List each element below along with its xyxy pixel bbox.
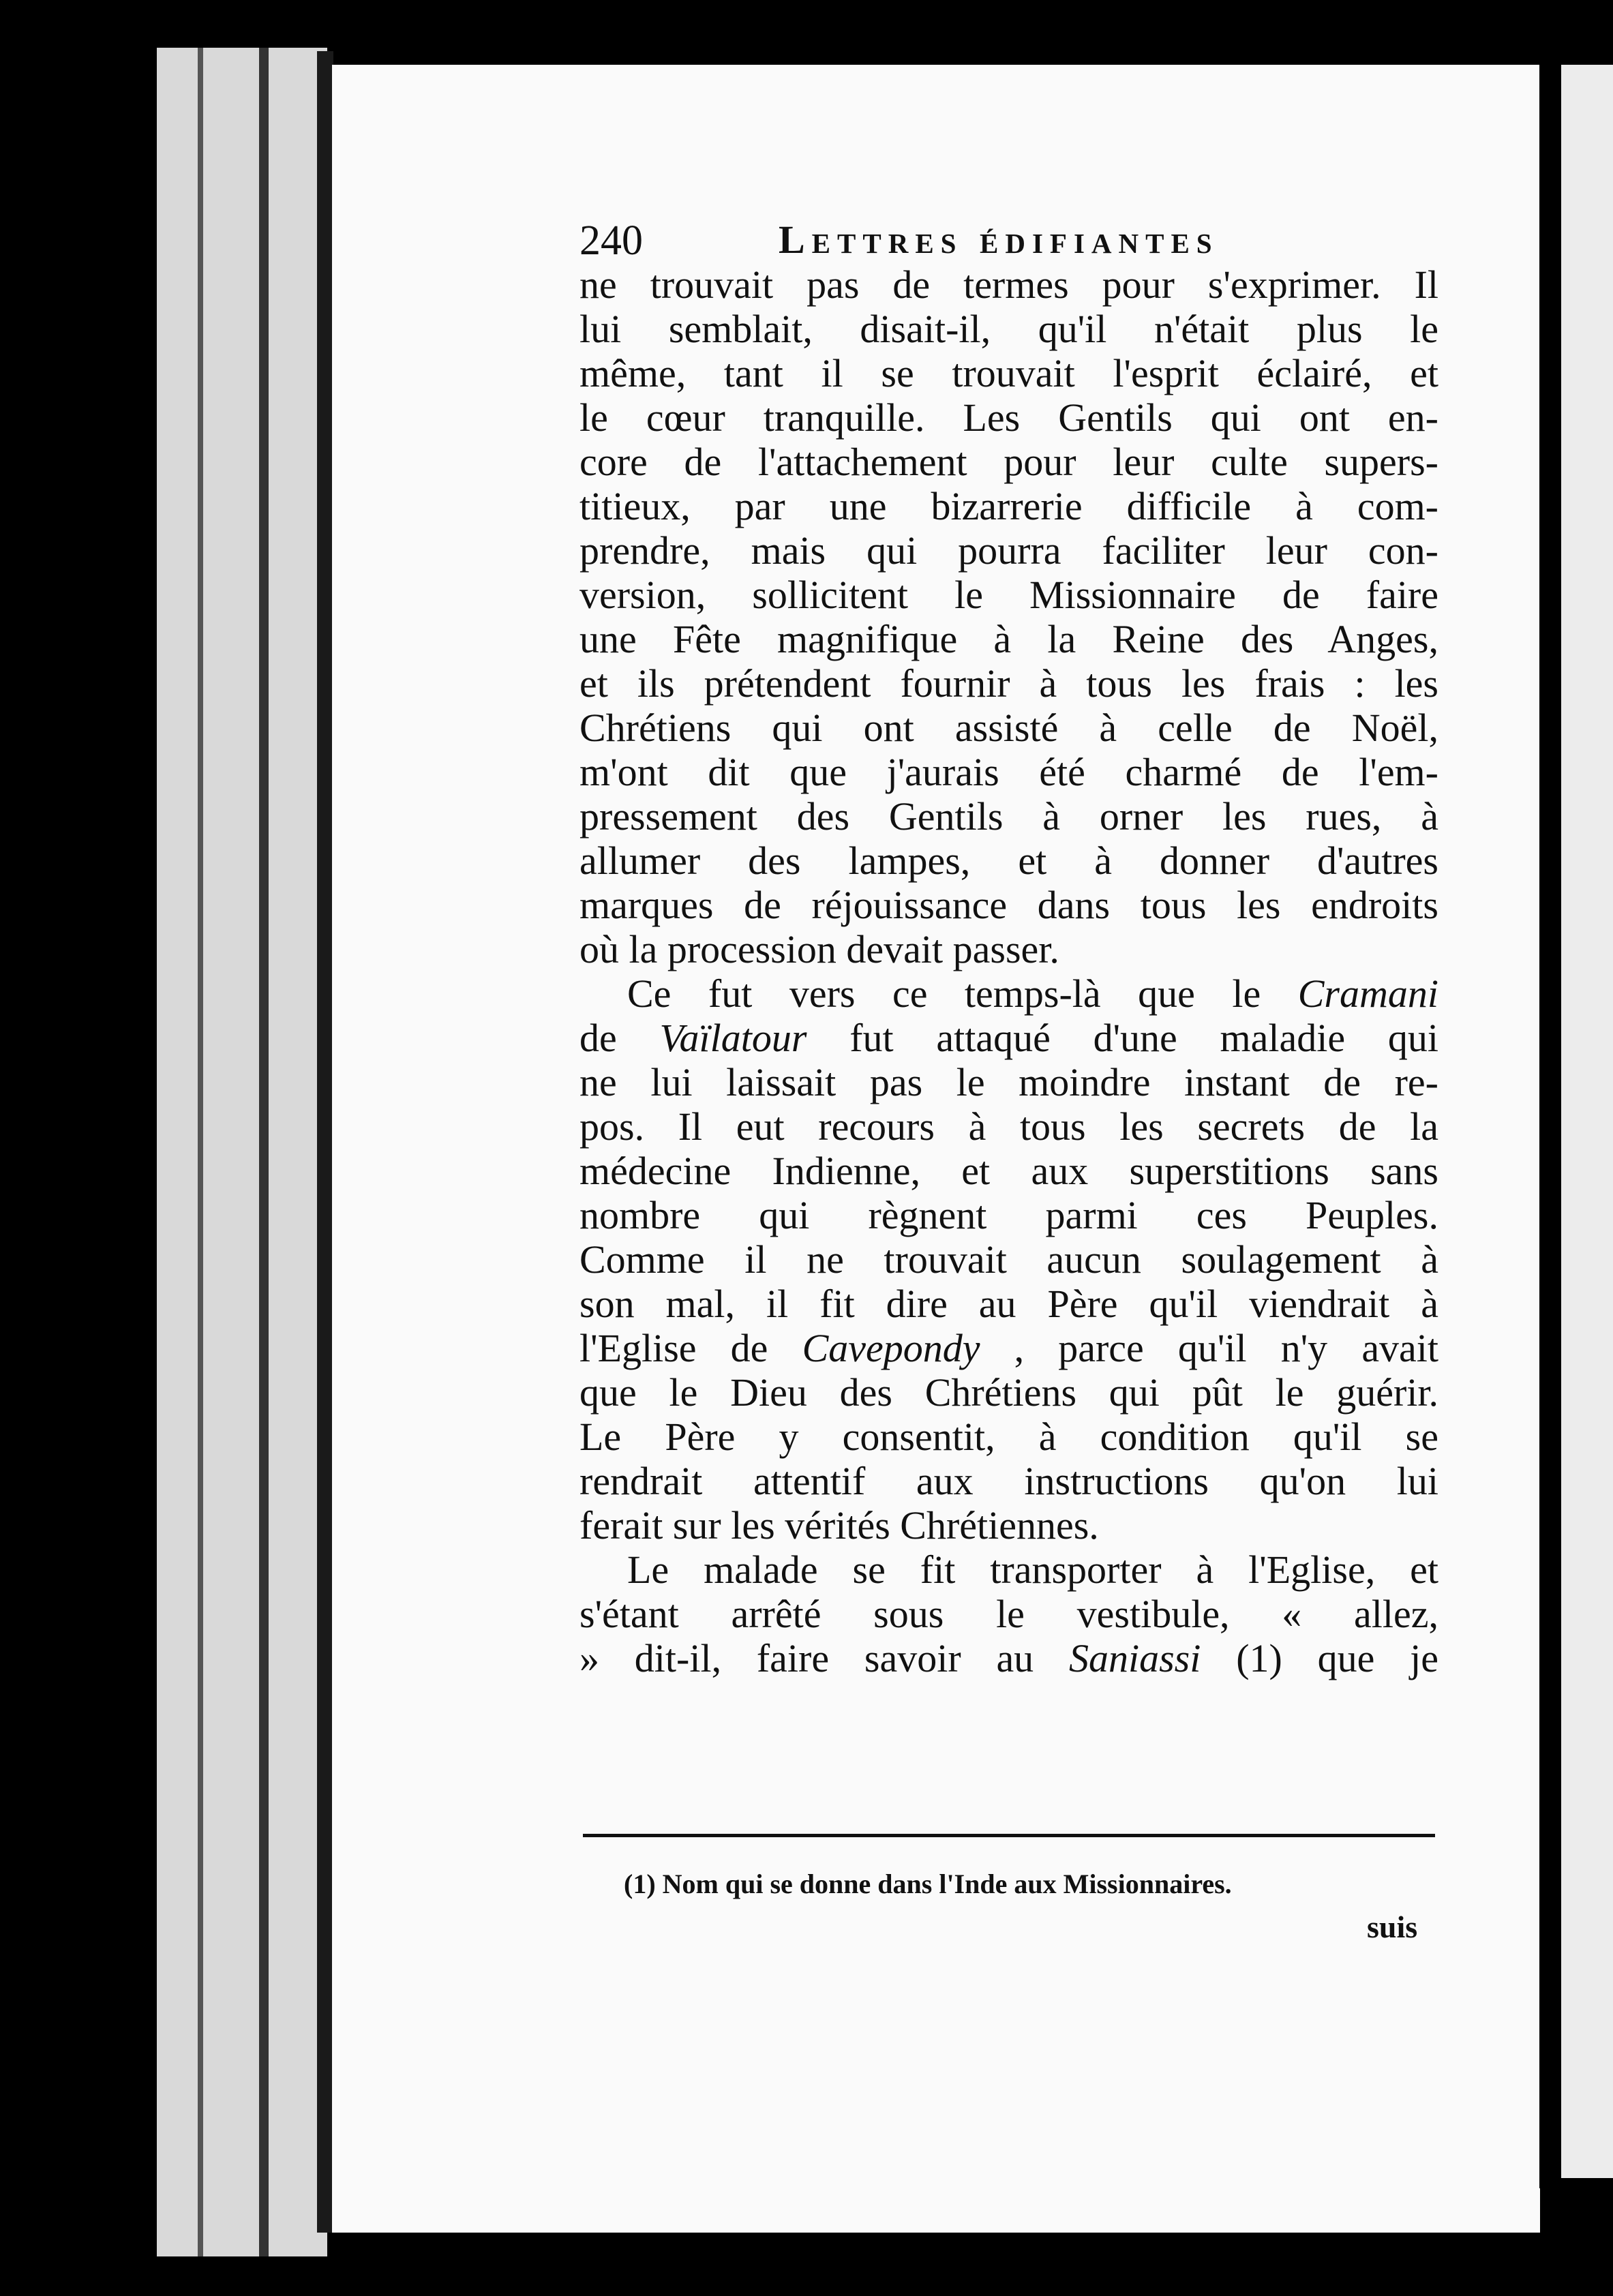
text-line: ne lui laissait pas le moindre instant de re- [579, 1060, 1438, 1104]
text-line: m'ont dit que j'aurais été charmé de l'em- [579, 750, 1438, 794]
page-shadow [1539, 61, 1561, 2188]
italic-name: Saniassi [1069, 1636, 1201, 1680]
text-line [579, 1636, 1438, 1680]
text-line: nombre qui règnent parmi ces Peuples. [579, 1193, 1438, 1237]
text-run: » dit-il, faire savoir au [579, 1636, 1034, 1680]
text-line: rendrait attentif aux instructions qu'on lui [579, 1459, 1438, 1503]
text-line: core de l'attachement pour leur culte supers- [579, 440, 1438, 484]
text-line: lui semblait, disait-il, qu'il n'était plus le [579, 307, 1438, 351]
text-line: version, sollicitent le Missionnaire de faire [579, 573, 1438, 617]
text-line: pos. Il eut recours à tous les secrets de la [579, 1104, 1438, 1149]
text-line: et ils prétendent fournir à tous les frais : les [579, 661, 1438, 706]
text-run: de [579, 1016, 617, 1060]
italic-name: Vaïlatour [659, 1016, 807, 1060]
footnote: (1) Nom qui se donne dans l'Inde aux Missionnaires. [624, 1869, 1232, 1899]
text-line: pressement des Gentils à orner les rues, à [579, 794, 1438, 839]
facing-page-edge [1561, 65, 1613, 2178]
text-line: Le malade se fit transporter à l'Eglise, et [627, 1547, 1438, 1592]
text-line [579, 971, 1438, 1016]
text-line: le cœur tranquille. Les Gentils qui ont en- [579, 395, 1438, 440]
text-line: prendre, mais qui pourra faciliter leur con- [579, 528, 1438, 573]
text-run: fut attaqué d'une maladie qui [849, 1016, 1439, 1060]
text-line: ferait sur les vérités Chrétiennes. [579, 1503, 1099, 1547]
text-line: titieux, par une bizarrerie difficile à com- [579, 484, 1438, 528]
text-line: Chrétiens qui ont assisté à celle de Noël, [579, 706, 1438, 750]
text-line: que le Dieu des Chrétiens qui pût le guérir. [579, 1370, 1438, 1415]
text-line: ne trouvait pas de termes pour s'exprimer. Il [579, 262, 1438, 307]
text-line: Le Père y consentit, à condition qu'il se [579, 1415, 1438, 1459]
footnote-rule [583, 1834, 1435, 1837]
italic-name: Cavepondy [802, 1326, 980, 1370]
page-number: 240 [579, 217, 643, 264]
book-left-edge [157, 48, 327, 2256]
body-text [579, 262, 1438, 1680]
text-run: l'Eglise de [579, 1326, 768, 1370]
text-line [579, 1016, 1438, 1060]
text-line: où la procession devait passer. [579, 927, 1059, 971]
text-line: marques de réjouissance dans tous les endroits [579, 883, 1438, 927]
book-gutter [317, 51, 333, 2233]
text-run: Ce fut vers ce temps-là que le [627, 971, 1261, 1016]
text-line: une Fête magnifique à la Reine des Anges, [579, 617, 1438, 661]
text-line: son mal, il fit dire au Père qu'il viendrait à [579, 1282, 1438, 1326]
text-line [579, 1326, 1438, 1370]
text-line: même, tant il se trouvait l'esprit éclairé, et [579, 351, 1438, 395]
text-line: allumer des lampes, et à donner d'autres [579, 839, 1438, 883]
catchword: suis [1367, 1909, 1418, 1944]
text-run: , parce qu'il n'y avait [1014, 1326, 1439, 1370]
text-run: (1) que je [1236, 1636, 1439, 1680]
italic-name: Cramani [1297, 971, 1439, 1016]
text-line: médecine Indienne, et aux superstitions sans [579, 1149, 1438, 1193]
text-line: Comme il ne trouvait aucun soulagement à [579, 1237, 1438, 1282]
text-line: s'étant arrêté sous le vestibule, « allez, [579, 1592, 1438, 1636]
running-title: Lettres édifiantes [779, 217, 1219, 262]
